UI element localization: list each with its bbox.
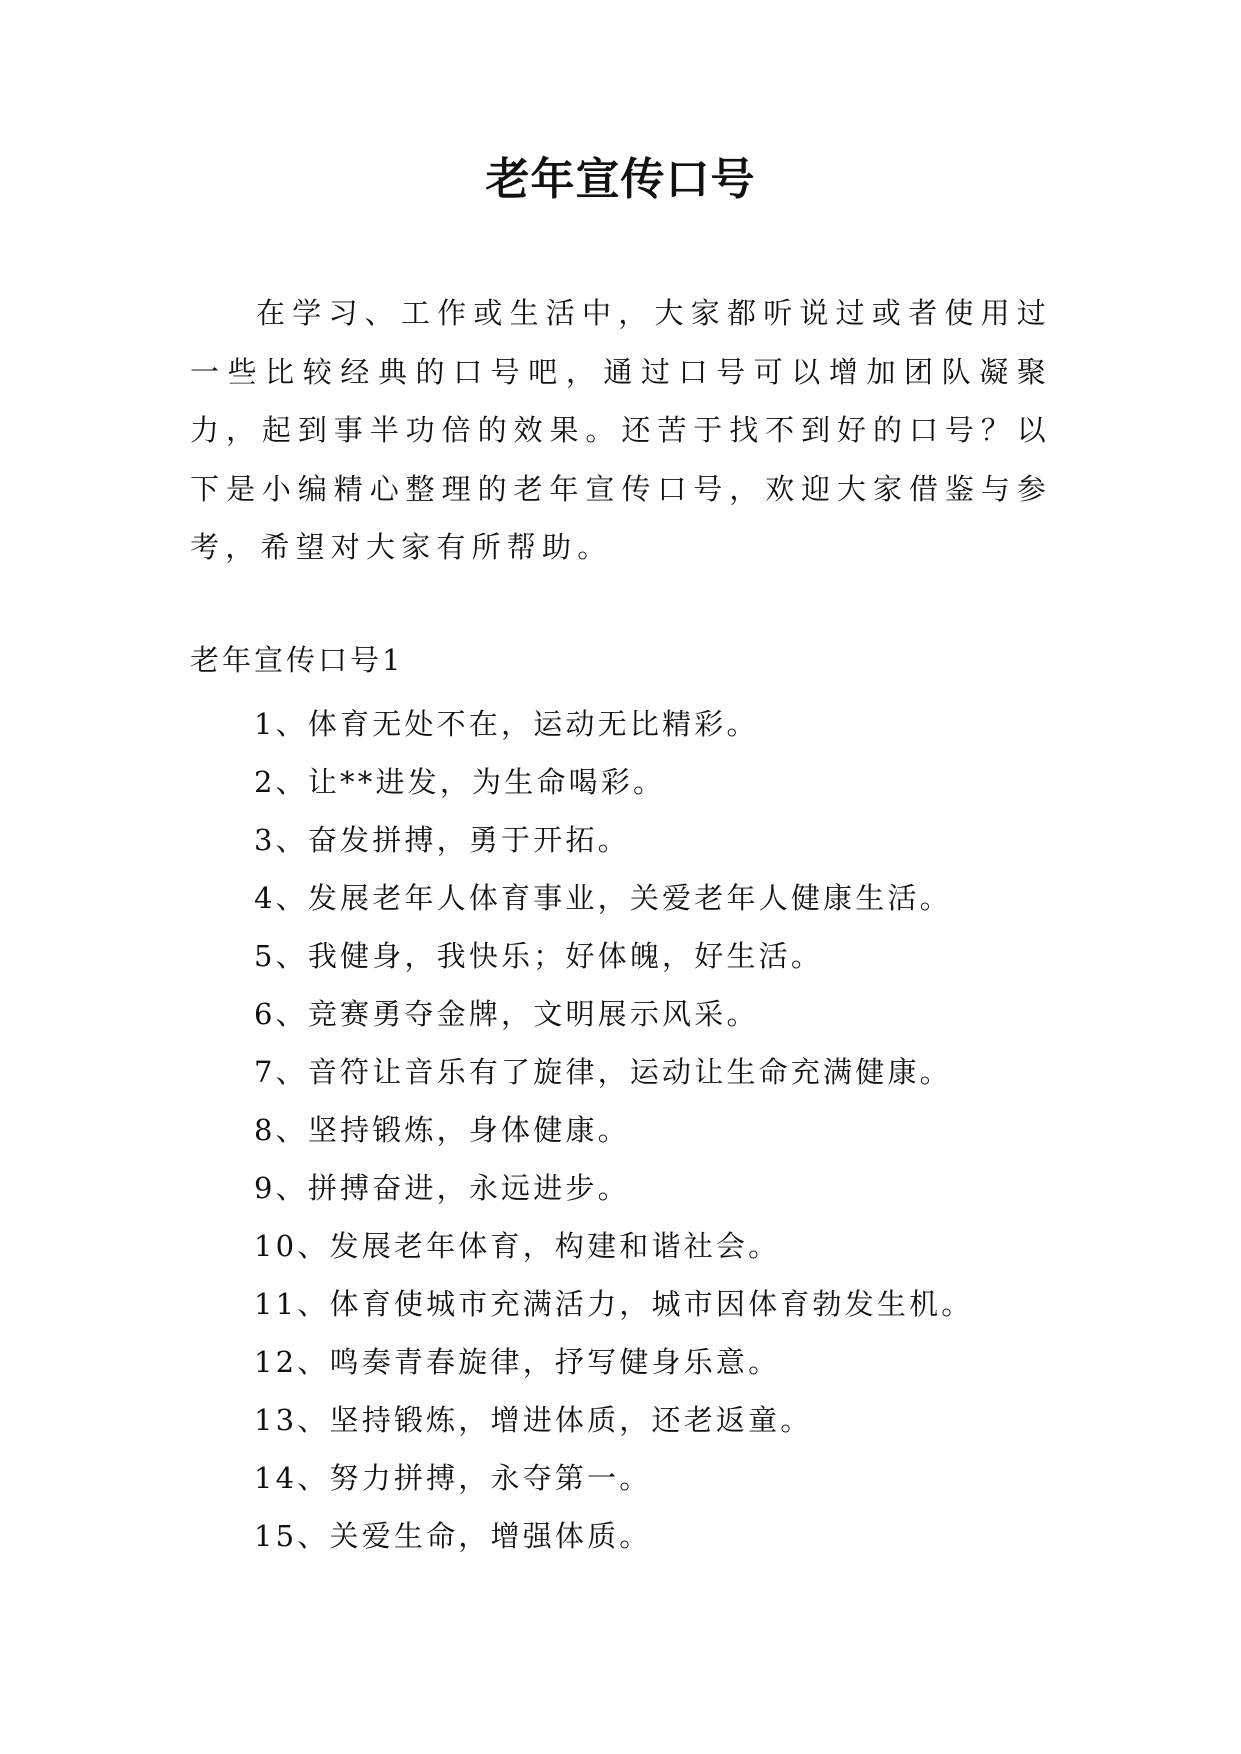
- slogan-item: 14、努力拼搏，永夺第一。: [254, 1461, 652, 1495]
- slogan-item: 1、体育无处不在，运动无比精彩。: [254, 707, 759, 741]
- slogan-item: 11、体育使城市充满活力，城市因体育勃发生机。: [254, 1287, 974, 1321]
- slogan-item: 15、关爱生命，增强体质。: [254, 1519, 652, 1553]
- slogan-item: 3、奋发拼搏，勇于开拓。: [254, 823, 630, 857]
- slogan-item: 13、坚持锻炼，增进体质，还老返童。: [254, 1403, 813, 1437]
- page-title: 老年宣传口号: [485, 154, 756, 205]
- intro-paragraph: 在学习、工作或生活中，大家都听说过或者使用过一些比较经典的口号吧，通过口号可以增加团队凝聚力，起到事半功倍的效果。还苦于找不到好的口号？以下是小编精心整理的老年宣传口号，欢迎大家借鉴与参考，希望对大家有所帮助。: [190, 296, 1052, 564]
- section-heading: 老年宣传口号1: [190, 643, 404, 677]
- slogan-item: 4、发展老年人体育事业，关爱老年人健康生活。: [254, 881, 952, 915]
- slogan-item: 7、音符让音乐有了旋律，运动让生命充满健康。: [254, 1055, 952, 1089]
- slogan-item: 2、让**进发，为生命喝彩。: [254, 765, 666, 799]
- slogan-item: 5、我健身，我快乐；好体魄，好生活。: [254, 939, 824, 973]
- slogan-item: 8、坚持锻炼，身体健康。: [254, 1113, 630, 1147]
- slogan-item: 12、鸣奏青春旋律，抒写健身乐意。: [254, 1345, 781, 1379]
- slogan-item: 10、发展老年体育，构建和谐社会。: [254, 1229, 781, 1263]
- slogan-item: 6、竞赛勇夺金牌，文明展示风采。: [254, 997, 759, 1031]
- slogan-list: [254, 695, 974, 1565]
- slogan-item: 9、拼搏奋进，永远进步。: [254, 1171, 630, 1205]
